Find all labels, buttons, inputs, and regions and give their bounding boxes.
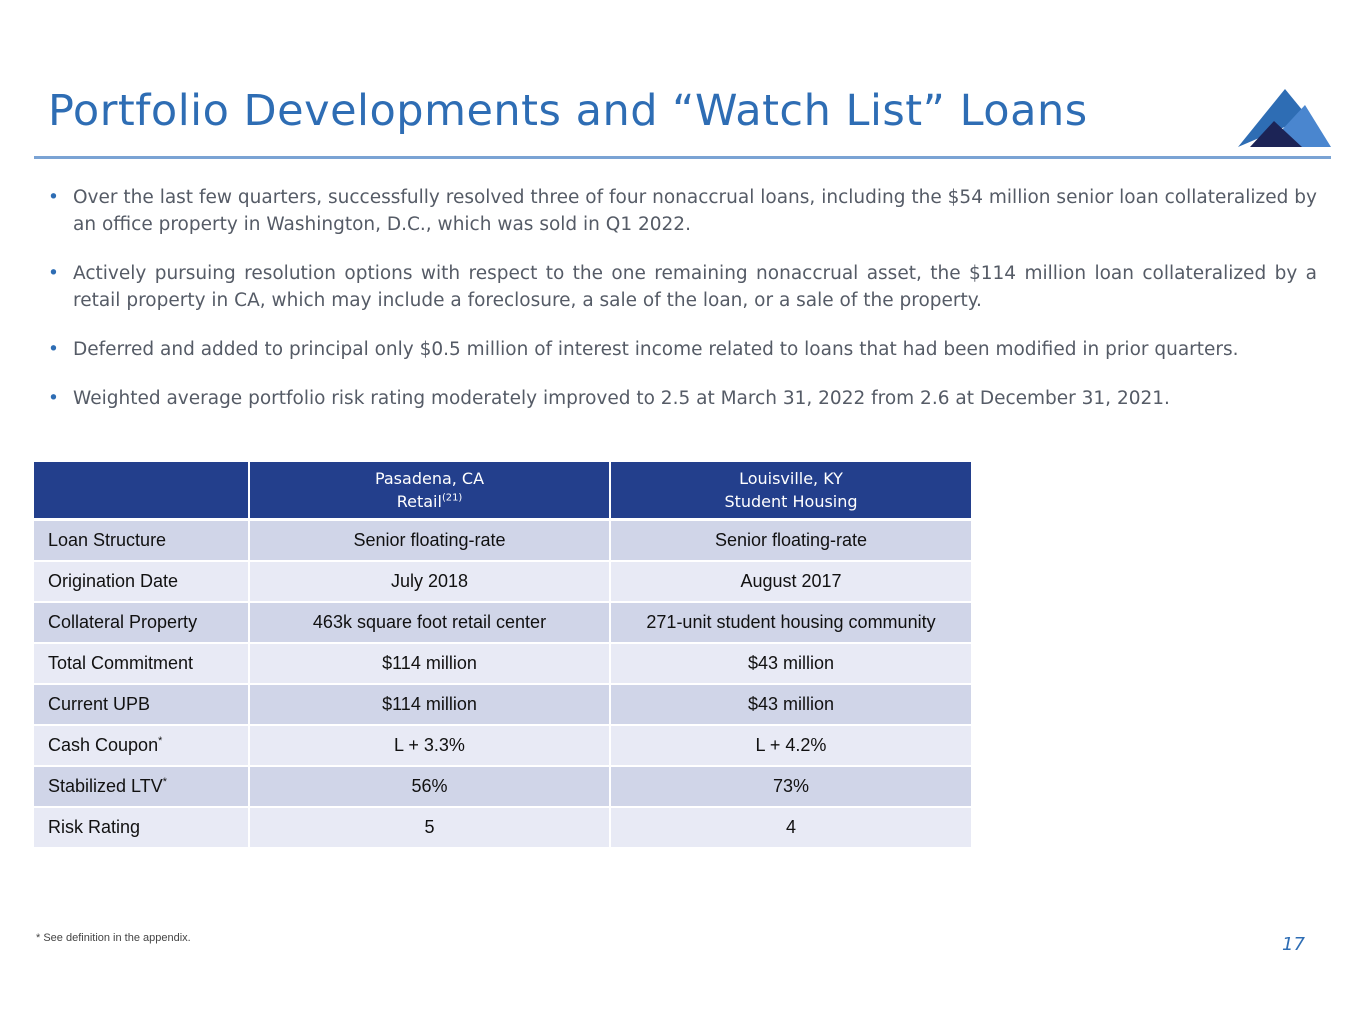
table-row xyxy=(34,766,971,807)
header-blank-cell xyxy=(34,462,249,520)
row-label-cell xyxy=(34,725,249,766)
mountain-logo-icon xyxy=(1236,87,1332,149)
table-row xyxy=(34,602,971,643)
table-row xyxy=(34,807,971,848)
row-label: Current UPB xyxy=(34,684,249,725)
row-label: Stabilized LTV xyxy=(48,776,163,796)
row-label: Total Commitment xyxy=(34,643,249,684)
cell-pasadena: July 2018 xyxy=(249,561,610,602)
title-divider xyxy=(34,156,1331,159)
row-footnote-ref: * xyxy=(162,776,167,788)
cell-louisville: August 2017 xyxy=(610,561,971,602)
header-property-type: Retail xyxy=(396,492,442,511)
cell-pasadena: Senior floating-rate xyxy=(249,520,610,562)
cell-pasadena: L + 3.3% xyxy=(249,725,610,766)
row-label: Loan Structure xyxy=(34,520,249,562)
bullet-item: • Weighted average portfolio risk rating moderately improved to 2.5 at March 31, 2022 from 2.6 at December 31, 2021. xyxy=(48,385,1317,412)
table-row xyxy=(34,561,971,602)
cell-pasadena: 5 xyxy=(249,807,610,848)
bullet-item: • Deferred and added to principal only $0.5 million of interest income related to loans that had been modified in prior quarters. xyxy=(48,336,1317,363)
cell-louisville: Senior floating-rate xyxy=(610,520,971,562)
table-header-row xyxy=(34,462,971,520)
row-label: Origination Date xyxy=(34,561,249,602)
cell-pasadena: 463k square foot retail center xyxy=(249,602,610,643)
cell-louisville: 73% xyxy=(610,766,971,807)
cell-louisville: $43 million xyxy=(610,643,971,684)
watch-list-loans-table xyxy=(34,462,971,849)
row-label-cell xyxy=(34,766,249,807)
cell-louisville: 4 xyxy=(610,807,971,848)
cell-louisville: L + 4.2% xyxy=(610,725,971,766)
header-louisville xyxy=(610,462,971,520)
row-footnote-ref: * xyxy=(158,735,163,747)
cell-pasadena: $114 million xyxy=(249,643,610,684)
table-row xyxy=(34,725,971,766)
page-title: Portfolio Developments and “Watch List” Loans xyxy=(48,86,1088,136)
page-number: 17 xyxy=(1282,934,1305,955)
cell-louisville: $43 million xyxy=(610,684,971,725)
header-footnote-ref: (21) xyxy=(441,492,463,504)
header-pasadena xyxy=(249,462,610,520)
cell-louisville: 271-unit student housing community xyxy=(610,602,971,643)
header-location: Pasadena, CA xyxy=(374,469,485,488)
table-row xyxy=(34,520,971,562)
header-property-type: Student Housing xyxy=(724,492,858,511)
cell-pasadena: 56% xyxy=(249,766,610,807)
row-label: Risk Rating xyxy=(34,807,249,848)
footnote: * See definition in the appendix. xyxy=(36,932,191,944)
table-row xyxy=(34,684,971,725)
bullet-item: • Over the last few quarters, successfully resolved three of four nonaccrual loans, including the $54 million senior loan collateralized by an office property in Washington, D.C., which was sold in Q1 2022. xyxy=(48,184,1317,238)
row-label: Collateral Property xyxy=(34,602,249,643)
bullet-item: • Actively pursuing resolution options with respect to the one remaining nonaccrual asset, the $114 million loan collateralized by a retail property in CA, which may include a foreclosure, a sale of the loan, or a sale of the property. xyxy=(48,260,1317,314)
bullet-list xyxy=(48,184,1317,434)
row-label: Cash Coupon xyxy=(48,735,159,755)
header-location: Louisville, KY xyxy=(739,469,843,488)
cell-pasadena: $114 million xyxy=(249,684,610,725)
table-row xyxy=(34,643,971,684)
